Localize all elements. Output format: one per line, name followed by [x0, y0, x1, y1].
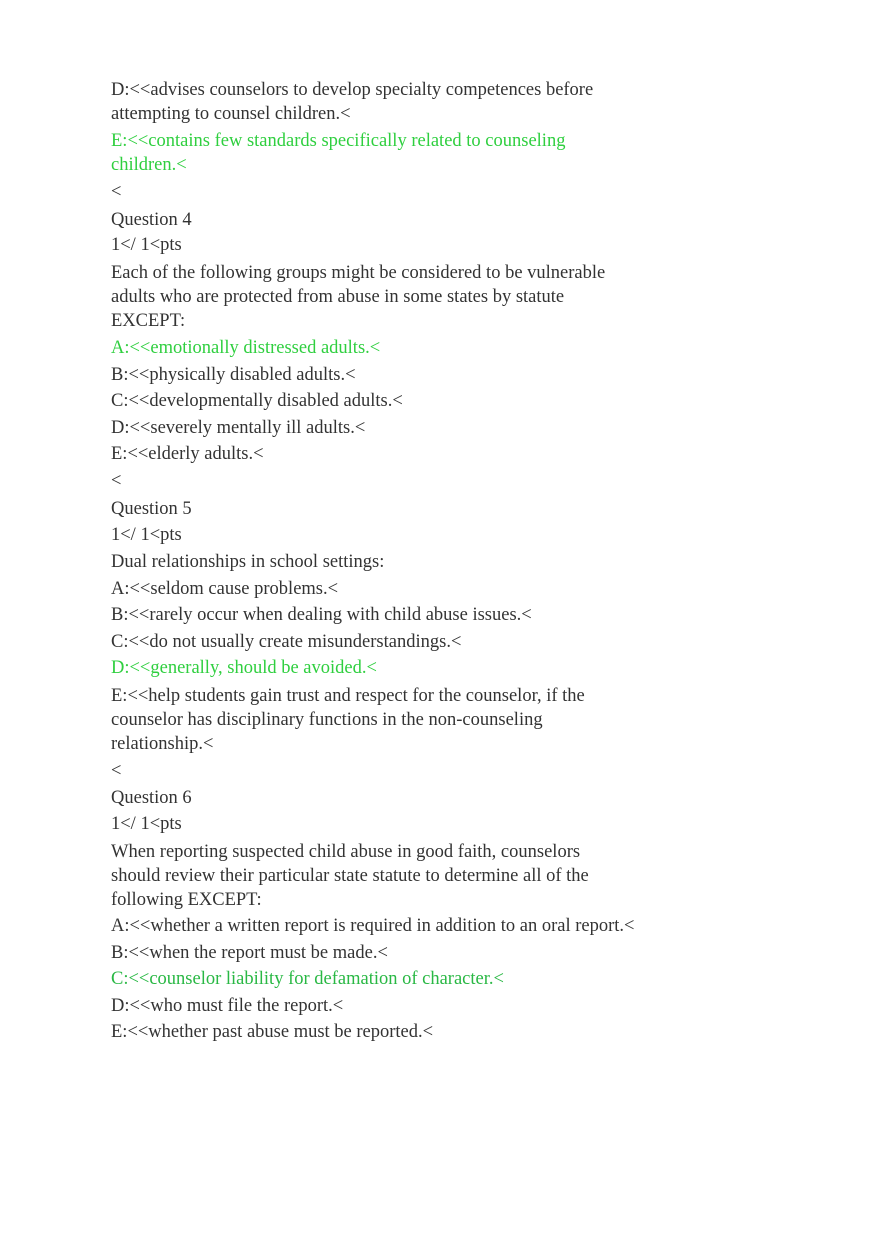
- q5-points: 1</ 1<pts: [111, 525, 182, 545]
- q5-title: Question 5: [111, 499, 192, 519]
- q6-option-b: B:<<when the report must be made.<: [111, 943, 388, 963]
- q4-title: Question 4: [111, 210, 192, 230]
- q4-option-a-correct: A:<<emotionally distressed adults.<: [111, 338, 381, 358]
- q4-separator: <: [111, 471, 122, 491]
- q4-option-c: C:<<developmentally disabled adults.<: [111, 391, 403, 411]
- q5-separator: <: [111, 761, 122, 781]
- q4-option-e: E:<<elderly adults.<: [111, 444, 264, 464]
- q6-option-a: A:<<whether a written report is required in addition to an oral report.<: [111, 916, 635, 936]
- q3-option-d-line2: attempting to counsel children.<: [111, 104, 351, 124]
- q5-option-c: C:<<do not usually create misunderstandings.<: [111, 632, 462, 652]
- q5-option-d-correct: D:<<generally, should be avoided.<: [111, 658, 377, 678]
- q5-option-e-line3: relationship.<: [111, 734, 214, 754]
- q6-title: Question 6: [111, 788, 192, 808]
- q5-prompt: Dual relationships in school settings:: [111, 552, 385, 572]
- q4-prompt-line2: adults who are protected from abuse in some states by statute: [111, 287, 565, 307]
- q5-option-e-line2: counselor has disciplinary functions in the non-counseling: [111, 710, 543, 730]
- q6-prompt-line2: should review their particular state statute to determine all of the: [111, 866, 589, 886]
- q3-option-d-line1: D:<<advises counselors to develop specialty competences before: [111, 80, 594, 100]
- q4-points: 1</ 1<pts: [111, 235, 182, 255]
- q4-prompt-line3: EXCEPT:: [111, 311, 186, 331]
- q6-points: 1</ 1<pts: [111, 814, 182, 834]
- q6-option-e: E:<<whether past abuse must be reported.<: [111, 1022, 434, 1042]
- q4-option-d: D:<<severely mentally ill adults.<: [111, 418, 366, 438]
- q6-option-d: D:<<who must file the report.<: [111, 996, 344, 1016]
- q6-prompt-line1: When reporting suspected child abuse in good faith, counselors: [111, 842, 581, 862]
- q3-option-e-line2-correct: children.<: [111, 155, 187, 175]
- q6-option-c-correct: C:<<counselor liability for defamation of character.<: [111, 969, 504, 989]
- q5-option-b: B:<<rarely occur when dealing with child abuse issues.<: [111, 605, 532, 625]
- q5-option-e-line1: E:<<help students gain trust and respect for the counselor, if the: [111, 686, 585, 706]
- q4-option-b: B:<<physically disabled adults.<: [111, 365, 356, 385]
- q6-prompt-line3: following EXCEPT:: [111, 890, 262, 910]
- q4-prompt-line1: Each of the following groups might be considered to be vulnerable: [111, 263, 606, 283]
- q3-separator: <: [111, 182, 122, 202]
- q3-option-e-line1-correct: E:<<contains few standards specifically related to counseling: [111, 131, 566, 151]
- q5-option-a: A:<<seldom cause problems.<: [111, 579, 339, 599]
